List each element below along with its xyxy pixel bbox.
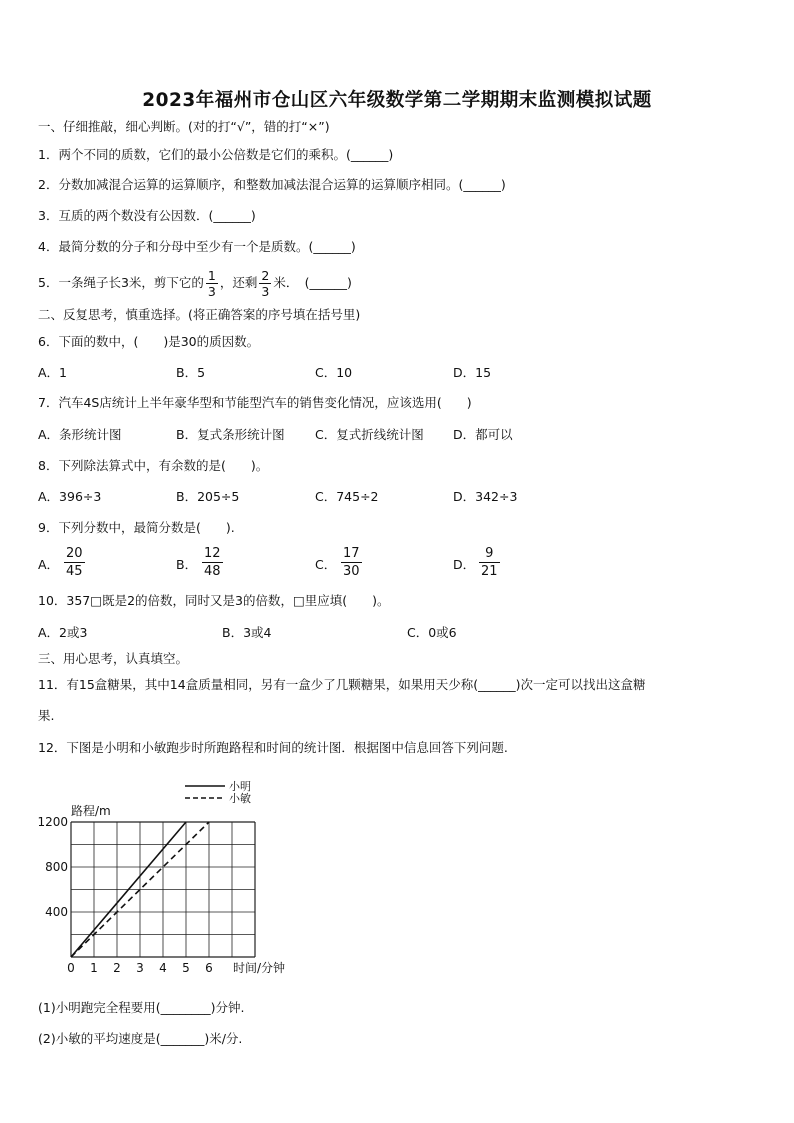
- y-tick-label: 800: [45, 860, 68, 874]
- question-1: 1．两个不同的质数，它们的最小公倍数是它们的乘积。(______): [38, 147, 394, 162]
- question-7: 7．汽车4S店统计上半年豪华型和节能型汽车的销售变化情况，应该选用( ): [38, 395, 472, 410]
- y-tick-label: 400: [45, 905, 68, 919]
- q6-option-b: B．5: [176, 365, 206, 380]
- fraction-two-thirds: $\frac{2}{3}$: [261, 268, 270, 299]
- distance-time-chart: [30, 772, 350, 982]
- question-12: 12．下图是小明和小敏跑步时所跑路程和时间的统计图．根据图中信息回答下列问题.: [38, 740, 508, 755]
- question-2: 2．分数加减混合运算的运算顺序，和整数加减法混合运算的运算顺序相同。(______): [38, 177, 506, 192]
- q8-option-c: C．745÷2: [315, 489, 379, 504]
- fraction-one-third: $\frac{1}{3}$: [207, 268, 216, 299]
- q8-option-b: B．205÷5: [176, 489, 240, 504]
- question-8: 8．下列除法算式中，有余数的是( )。: [38, 458, 269, 473]
- q10-option-a: A．2或3: [38, 625, 88, 640]
- question-5-text-c: 米． (______): [273, 275, 352, 290]
- x-tick-label: 3: [136, 961, 144, 975]
- question-4: 4．最简分数的分子和分母中至少有一个是质数。(______): [38, 239, 356, 254]
- question-12-part-1: (1)小明跑完全程要用(________)分钟.: [38, 1000, 245, 1015]
- y-axis-label: 路程/m: [71, 804, 111, 818]
- x-tick-label: 0: [67, 961, 75, 975]
- question-3: 3．互质的两个数没有公因数．(______): [38, 208, 256, 223]
- q7-option-a: A．条形统计图: [38, 427, 122, 442]
- y-tick-label: 1200: [37, 815, 68, 829]
- q8-option-a: A．396÷3: [38, 489, 102, 504]
- question-11-continued: 果.: [38, 708, 55, 723]
- question-6: 6．下面的数中，( )是30的质因数。: [38, 334, 260, 349]
- q7-option-d: D．都可以: [453, 427, 513, 442]
- q8-option-d: D．342÷3: [453, 489, 518, 504]
- q10-option-b: B．3或4: [222, 625, 272, 640]
- x-tick-label: 6: [205, 961, 213, 975]
- q6-option-c: C．10: [315, 365, 353, 380]
- question-12-part-2: (2)小敏的平均速度是(_______)米/分.: [38, 1031, 243, 1046]
- question-10: 10．357□既是2的倍数，同时又是3的倍数，□里应填( )。: [38, 593, 390, 608]
- section-3-heading: 三、用心思考，认真填空。: [38, 651, 189, 666]
- x-tick-label: 5: [182, 961, 190, 975]
- q10-option-c: C．0或6: [407, 625, 457, 640]
- question-5: [38, 266, 352, 300]
- section-2-heading: 二、反复思考，慎重选择。(将正确答案的序号填在括号里): [38, 307, 361, 322]
- section-1-heading: 一、仔细推敲，细心判断。(对的打“√”，错的打“×”): [38, 119, 330, 134]
- q7-option-c: C．复式折线统计图: [315, 427, 424, 442]
- question-11: 11．有15盒糖果，其中14盒质量相同，另有一盒少了几颗糖果，如果用天少称(______)次一定可以找出这盒糖: [38, 677, 646, 692]
- question-9: 9．下列分数中，最简分数是( ).: [38, 520, 235, 535]
- x-tick-label: 4: [159, 961, 167, 975]
- q7-option-b: B．复式条形统计图: [176, 427, 285, 442]
- x-tick-label: 1: [90, 961, 98, 975]
- legend-label-1: 小明: [229, 780, 251, 793]
- question-5-text-b: ，还剩: [219, 275, 258, 290]
- page-title: 2023年福州市仓山区六年级数学第二学期期末监测模拟试题: [142, 90, 652, 111]
- x-tick-label: 2: [113, 961, 121, 975]
- x-axis-label: 时间/分钟: [233, 961, 286, 975]
- q6-option-d: D．15: [453, 365, 492, 380]
- question-5-text-a: 5．一条绳子长3米，剪下它的: [38, 275, 204, 290]
- legend-label-2: 小敏: [229, 792, 251, 805]
- q6-option-a: A．1: [38, 365, 68, 380]
